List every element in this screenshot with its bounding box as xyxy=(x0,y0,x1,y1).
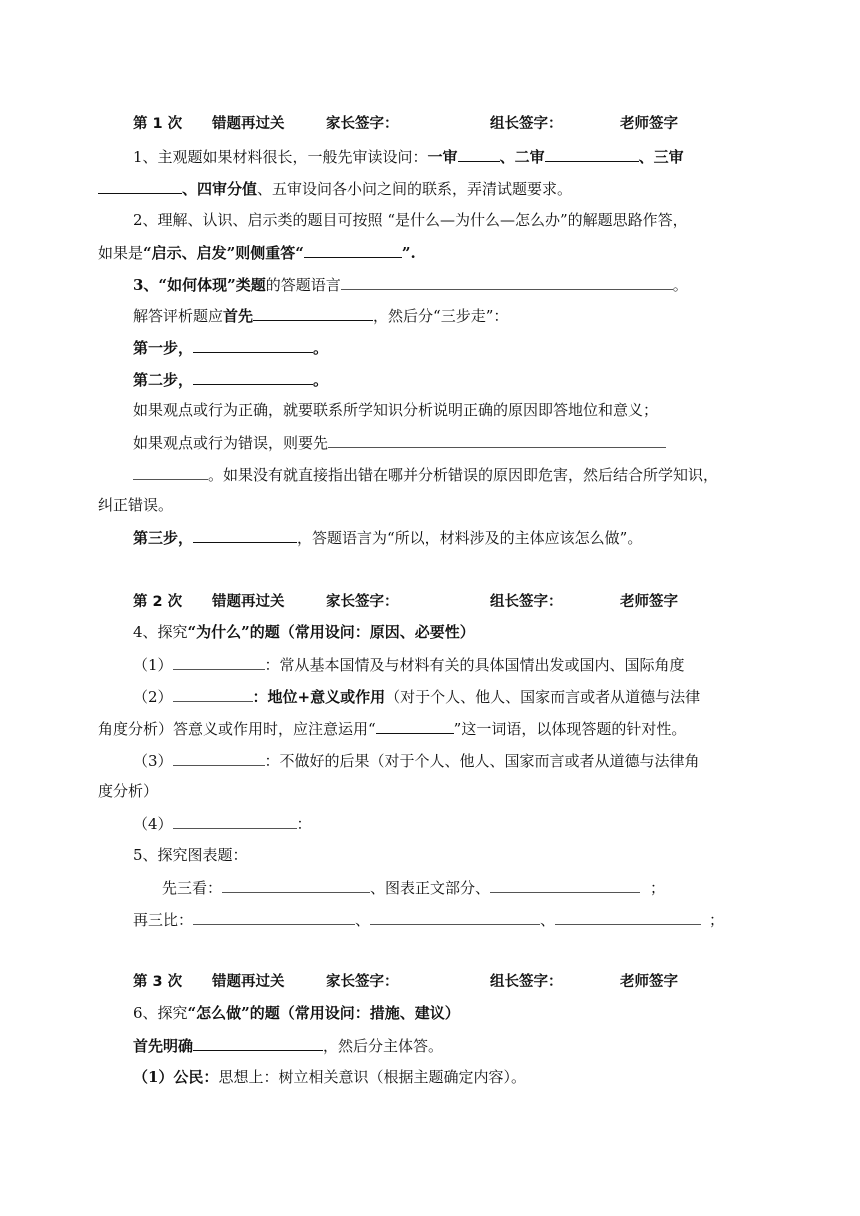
parent-sign-label: 家长签字： xyxy=(326,594,399,610)
answer-blank[interactable] xyxy=(458,146,500,162)
answer-blank[interactable] xyxy=(193,337,313,353)
answer-blank[interactable] xyxy=(173,750,265,766)
round-label: 第 1 次 xyxy=(133,116,183,132)
step-2-wrong-cont: 。如果没有就直接指出错在哪并分析错误的原因即危害，然后结合所学知识， xyxy=(133,464,718,486)
answer-blank[interactable] xyxy=(193,1035,323,1051)
answer-blank[interactable] xyxy=(376,718,454,734)
round-label: 第 3 次 xyxy=(133,974,183,990)
answer-blank[interactable] xyxy=(173,813,297,829)
answer-blank[interactable] xyxy=(304,242,402,258)
q6-title: 6、探究“怎么做”的题（常用设问：措施、建议） xyxy=(133,1004,460,1022)
step-2: 第二步， 。 xyxy=(133,371,329,389)
answer-blank[interactable] xyxy=(328,432,666,448)
q4-item-2-cont: 角度分析）答意义或作用时，应注意运用“ ”这一词语，以体现答题的针对性。 xyxy=(98,720,687,738)
answer-blank[interactable] xyxy=(490,877,640,893)
step-2-wrong-end: 纠正错误。 xyxy=(98,496,174,514)
leader-sign-label: 组长签字： xyxy=(490,594,563,610)
section-3-header xyxy=(0,970,860,992)
q4-item-3-cont: 度分析） xyxy=(98,782,159,800)
parent-sign-label: 家长签字： xyxy=(326,974,399,990)
q1-line-1: 1、主观题如果材料很长，一般先审读设问：一审 、二审 、三审 xyxy=(133,148,684,166)
round-label: 第 2 次 xyxy=(133,594,183,610)
answer-blank[interactable] xyxy=(193,369,313,385)
step-3: 第三步， ，答题语言为“所以，材料涉及的主体应该怎么做”。 xyxy=(133,529,643,547)
leader-sign-label: 组长签字： xyxy=(490,116,563,132)
q5-look: 先三看： 、图表正文部分、 ； xyxy=(162,879,666,897)
answer-blank[interactable] xyxy=(133,464,208,480)
header-title: 错题再过关 xyxy=(212,974,285,990)
q4-title: 4、探究“为什么”的题（常用设问：原因、必要性） xyxy=(133,623,475,641)
q6-citizen: （1）公民：思想上：树立相关意识（根据主题确定内容）。 xyxy=(133,1068,526,1086)
header-title: 错题再过关 xyxy=(212,594,285,610)
q6-first: 首先明确 ，然后分主体答。 xyxy=(133,1037,444,1055)
step-2-wrong: 如果观点或行为错误，则要先 xyxy=(133,432,666,454)
q5-title: 5、探究图表题： xyxy=(133,846,248,864)
teacher-sign-label: 老师签字 xyxy=(620,974,678,990)
q3-line-1: 3、“如何体现”类题的答题语言 。 xyxy=(133,276,688,294)
answer-blank[interactable] xyxy=(173,686,253,702)
q1-line-2: 、四审分值、五审设问各小问之间的联系，弄清试题要求。 xyxy=(98,178,572,200)
section-1-header xyxy=(0,112,860,134)
leader-sign-label: 组长签字： xyxy=(490,974,563,990)
answer-blank[interactable] xyxy=(341,274,673,290)
q2-line-1: 2、理解、认识、启示类的题目可按照 “是什么—为什么—怎么办”的解题思路作答， xyxy=(133,211,688,229)
answer-blank[interactable] xyxy=(545,146,639,162)
step-2-correct: 如果观点或行为正确，就要联系所学知识分析说明正确的原因即答地位和意义； xyxy=(133,401,659,419)
answer-blank[interactable] xyxy=(98,178,182,194)
q4-item-4: （4） ： xyxy=(133,815,312,833)
step-1: 第一步， 。 xyxy=(133,339,329,357)
teacher-sign-label: 老师签字 xyxy=(620,594,678,610)
answer-blank[interactable] xyxy=(555,909,701,925)
q4-item-1: （1） ：常从基本国情及与材料有关的具体国情出发或国内、国际角度 xyxy=(133,656,685,674)
answer-blank[interactable] xyxy=(370,909,540,925)
q2-line-2: 如果是“启示、启发”则侧重答“ ”. xyxy=(98,244,416,262)
header-title: 错题再过关 xyxy=(212,116,285,132)
q4-item-2: （2） ：地位+意义或作用（对于个人、他人、国家而言或者从道德与法律 xyxy=(133,688,701,706)
q3-line-2: 解答评析题应首先 ，然后分“三步走”： xyxy=(133,307,509,325)
answer-blank[interactable] xyxy=(222,877,370,893)
section-2-header xyxy=(0,590,860,612)
parent-sign-label: 家长签字： xyxy=(326,116,399,132)
teacher-sign-label: 老师签字 xyxy=(620,116,678,132)
q5-compare: 再三比： 、 、 ； xyxy=(133,911,725,929)
answer-blank[interactable] xyxy=(193,527,297,543)
answer-blank[interactable] xyxy=(193,909,355,925)
answer-blank[interactable] xyxy=(253,305,373,321)
q4-item-3: （3） ：不做好的后果（对于个人、他人、国家而言或者从道德与法律角 xyxy=(133,752,700,770)
answer-blank[interactable] xyxy=(173,654,265,670)
